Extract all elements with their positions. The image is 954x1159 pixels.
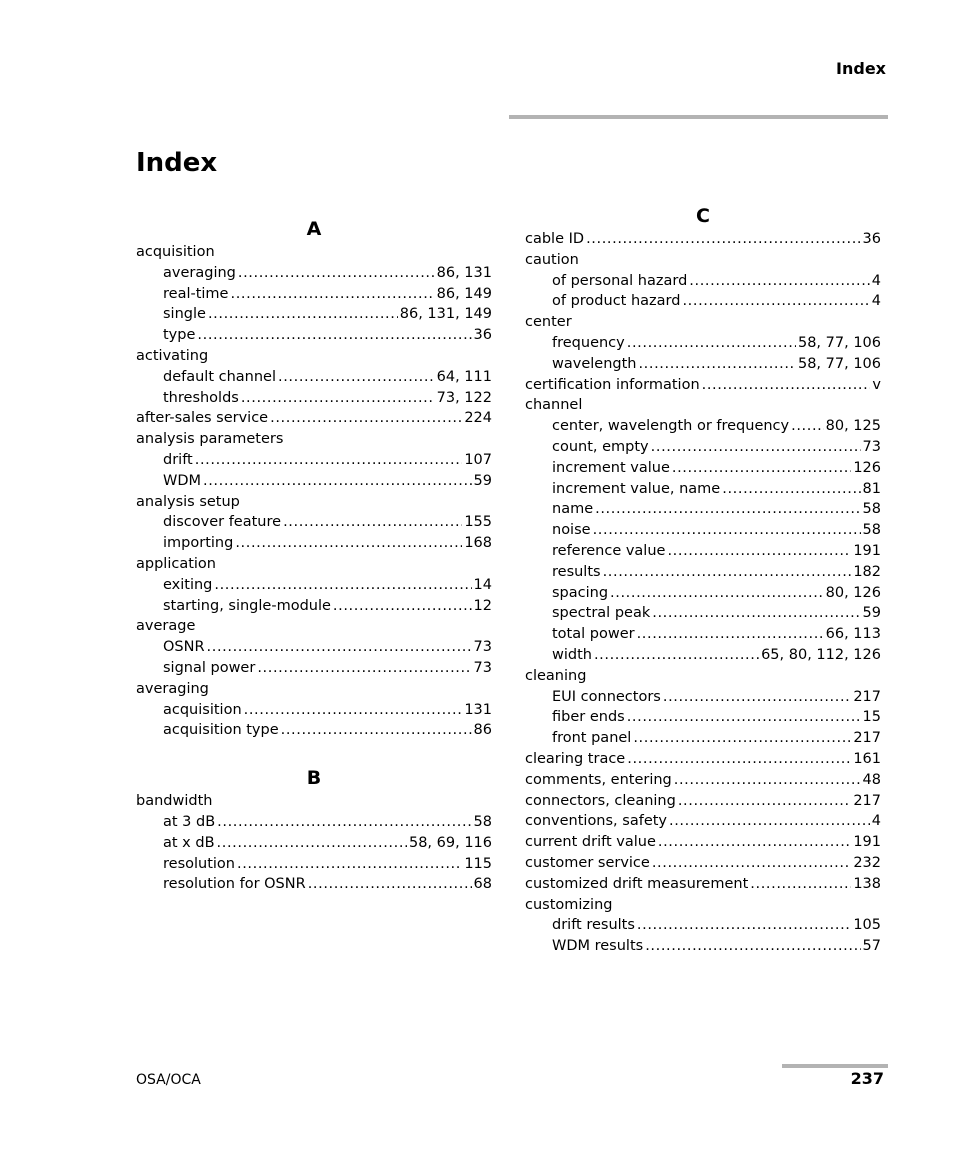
index-entry — [525, 395, 881, 416]
dot-leader — [230, 284, 434, 305]
index-page-refs[interactable]: 73, 122 — [436, 389, 492, 406]
index-subentry — [136, 575, 492, 596]
dot-leader — [610, 583, 824, 604]
index-subentry — [525, 291, 881, 312]
index-subentry — [525, 271, 881, 292]
dot-leader — [244, 700, 463, 721]
index-term: certification information — [525, 376, 700, 393]
index-entry — [525, 749, 881, 770]
dot-leader — [235, 533, 462, 554]
index-subentry — [136, 450, 492, 471]
dot-leader — [627, 333, 796, 354]
index-subentry — [136, 512, 492, 533]
index-subentry — [525, 707, 881, 728]
index-entry — [525, 229, 881, 250]
dot-leader — [270, 408, 462, 429]
index-term: signal power — [163, 659, 256, 676]
index-page-refs[interactable]: 86, 131 — [436, 264, 492, 281]
index-page-refs[interactable]: 66, 113 — [825, 626, 881, 643]
index-term: OSNR — [163, 639, 205, 656]
dot-leader — [195, 450, 463, 471]
index-entry — [136, 554, 492, 575]
index-term: conventions, safety — [525, 813, 668, 830]
dot-leader — [208, 304, 398, 325]
index-entry — [136, 429, 492, 450]
index-entry — [136, 679, 492, 700]
index-page-refs[interactable]: 131 — [464, 701, 492, 718]
index-subentry — [525, 541, 881, 562]
index-term: clearing trace — [525, 750, 626, 767]
index-term: noise — [552, 522, 591, 539]
dot-leader — [627, 707, 861, 728]
index-subentry — [136, 700, 492, 721]
index-subentry — [525, 645, 881, 666]
index-term: front panel — [552, 730, 632, 747]
index-term: cleaning — [525, 667, 587, 684]
index-term: width — [552, 646, 592, 663]
index-subentry — [136, 720, 492, 741]
index-subentry — [525, 728, 881, 749]
index-page-refs[interactable]: 57 — [862, 938, 881, 955]
index-page-refs[interactable]: 191 — [853, 834, 881, 851]
index-subentry — [136, 533, 492, 554]
index-subentry — [136, 658, 492, 679]
dot-leader — [593, 520, 861, 541]
index-subentry — [525, 499, 881, 520]
index-term: application — [136, 555, 216, 572]
index-page-refs[interactable]: 65, 80, 112, 126 — [761, 646, 881, 663]
index-page-refs[interactable]: 126 — [853, 459, 881, 476]
index-page-refs[interactable]: 86 — [473, 722, 492, 739]
running-header: Index — [836, 59, 886, 78]
dot-leader — [722, 479, 860, 500]
dot-leader — [672, 458, 851, 479]
index-column-left — [136, 216, 492, 895]
index-term: WDM results — [552, 938, 644, 955]
index-subentry — [525, 562, 881, 583]
index-page-refs[interactable]: 86, 131, 149 — [399, 306, 492, 323]
index-subentry — [136, 325, 492, 346]
index-term: discover feature — [163, 514, 282, 531]
index-term: after-sales service — [136, 410, 269, 427]
dot-leader — [207, 637, 472, 658]
dot-leader — [651, 437, 861, 458]
index-page-refs[interactable]: 48 — [862, 771, 881, 788]
index-page-refs[interactable]: 73 — [473, 659, 492, 676]
index-term: bandwidth — [136, 793, 213, 810]
index-page-refs[interactable]: 86, 149 — [436, 285, 492, 302]
index-term: increment value — [552, 459, 670, 476]
index-column-right — [525, 203, 881, 957]
index-letter-heading: C — [696, 205, 710, 227]
dot-leader — [663, 687, 851, 708]
dot-leader — [333, 596, 472, 617]
dot-leader — [197, 325, 471, 346]
dot-leader — [281, 720, 472, 741]
index-term: center — [525, 314, 572, 331]
index-entry — [525, 770, 881, 791]
index-entry — [525, 853, 881, 874]
dot-leader — [667, 541, 851, 562]
index-entry — [525, 250, 881, 271]
index-entry — [525, 832, 881, 853]
dot-leader — [237, 854, 462, 875]
index-page-refs[interactable]: 73 — [473, 639, 492, 656]
index-page-refs[interactable]: 115 — [464, 855, 492, 872]
index-term: type — [163, 327, 196, 344]
index-page-refs[interactable]: 80, 125 — [825, 418, 881, 435]
index-subentry — [136, 367, 492, 388]
page-title: Index — [136, 148, 218, 178]
index-term: increment value, name — [552, 480, 721, 497]
index-term: WDM — [163, 472, 202, 489]
index-term: thresholds — [163, 389, 239, 406]
index-term: average — [136, 618, 196, 635]
index-page-refs[interactable]: 191 — [853, 542, 881, 559]
index-subentry — [525, 936, 881, 957]
dot-leader — [637, 915, 851, 936]
index-term: connectors, cleaning — [525, 792, 676, 809]
index-page-refs[interactable]: 4 — [871, 813, 881, 830]
index-subentry — [136, 812, 492, 833]
index-subentry — [525, 915, 881, 936]
index-page-refs[interactable]: 73 — [862, 438, 881, 455]
index-term: results — [552, 563, 601, 580]
index-term: analysis parameters — [136, 431, 284, 448]
index-entry — [525, 312, 881, 333]
index-term: cable ID — [525, 231, 585, 247]
index-entry — [136, 242, 492, 263]
index-term: total power — [552, 626, 635, 643]
dot-leader — [652, 603, 860, 624]
index-entry — [525, 375, 881, 396]
dot-leader — [791, 416, 824, 437]
index-subentry — [136, 284, 492, 305]
dot-leader — [674, 770, 861, 791]
index-entry — [136, 346, 492, 367]
index-entry — [525, 666, 881, 687]
index-page-refs[interactable]: 58, 77, 106 — [797, 355, 881, 372]
index-page-refs[interactable]: 217 — [853, 688, 881, 705]
index-subentry — [525, 520, 881, 541]
index-subentry — [136, 874, 492, 895]
index-page-refs[interactable]: 224 — [464, 410, 492, 427]
index-term: averaging — [163, 264, 236, 281]
index-page-refs[interactable]: 80, 126 — [825, 584, 881, 601]
index-term: current drift value — [525, 834, 656, 851]
index-page-refs[interactable]: 58 — [862, 522, 881, 539]
index-term: resolution — [163, 855, 235, 872]
index-term: caution — [525, 251, 579, 268]
dot-leader — [595, 499, 860, 520]
index-entry — [525, 791, 881, 812]
index-term: frequency — [552, 334, 625, 351]
dot-leader — [238, 263, 435, 284]
index-page-refs[interactable]: 4 — [871, 293, 881, 310]
index-subentry — [525, 603, 881, 624]
index-page-refs[interactable]: 58 — [473, 813, 492, 830]
index-page-refs[interactable]: 59 — [473, 472, 492, 489]
index-term: default channel — [163, 368, 277, 385]
index-subentry — [525, 416, 881, 437]
dot-leader — [308, 874, 472, 895]
dot-leader — [586, 229, 860, 250]
index-subentry — [136, 854, 492, 875]
index-term: analysis setup — [136, 493, 240, 510]
index-term: exiting — [163, 576, 213, 593]
index-page-refs[interactable]: 36 — [473, 327, 492, 344]
dot-leader — [658, 832, 851, 853]
index-page-refs[interactable]: 182 — [853, 563, 881, 580]
index-page-refs[interactable]: 232 — [853, 854, 881, 871]
index-letter-heading: A — [306, 218, 322, 240]
dot-leader — [257, 658, 471, 679]
index-term: real-time — [163, 285, 229, 302]
index-term: spectral peak — [552, 605, 651, 622]
dot-leader — [645, 936, 860, 957]
index-term: starting, single-module — [163, 597, 331, 614]
index-subentry — [136, 471, 492, 492]
index-page-refs[interactable]: 68 — [473, 876, 492, 893]
footer-rule — [782, 1064, 888, 1068]
index-page-refs[interactable]: 4 — [871, 272, 881, 289]
index-page-refs[interactable]: 217 — [853, 730, 881, 747]
index-term: of product hazard — [552, 293, 681, 310]
index-page-refs[interactable]: 161 — [853, 750, 881, 767]
dot-leader — [214, 575, 471, 596]
index-term: channel — [525, 397, 583, 414]
footer-product: OSA/OCA — [136, 1072, 201, 1088]
index-subentry — [525, 687, 881, 708]
dot-leader — [678, 791, 851, 812]
index-term: fiber ends — [552, 709, 625, 726]
dot-leader — [217, 833, 407, 854]
index-entry — [136, 492, 492, 513]
dot-leader — [682, 291, 869, 312]
index-term: acquisition — [136, 244, 215, 260]
index-subentry — [525, 458, 881, 479]
index-subentry — [136, 833, 492, 854]
header-rule — [509, 115, 888, 119]
index-subentry — [525, 583, 881, 604]
index-term: count, empty — [552, 438, 649, 455]
index-term: reference value — [552, 542, 666, 559]
index-term: name — [552, 501, 594, 518]
index-page-refs[interactable]: 58 — [862, 501, 881, 518]
index-subentry — [136, 596, 492, 617]
index-term: of personal hazard — [552, 272, 688, 289]
dot-leader — [702, 375, 871, 396]
dot-leader — [689, 271, 869, 292]
dot-leader — [603, 562, 852, 583]
index-term: drift — [163, 451, 193, 468]
index-term: center, wavelength or frequency — [552, 418, 790, 435]
dot-leader — [638, 354, 796, 375]
index-page-refs[interactable]: 64, 111 — [436, 368, 492, 385]
index-page-refs[interactable]: 58, 77, 106 — [797, 334, 881, 351]
index-page-refs[interactable]: 105 — [853, 917, 881, 934]
index-subentry — [136, 263, 492, 284]
index-term: spacing — [552, 584, 609, 601]
index-letter-heading: B — [306, 767, 322, 790]
index-term: averaging — [136, 680, 209, 697]
index-entry — [136, 408, 492, 429]
footer-page-number: 237 — [850, 1069, 884, 1088]
dot-leader — [278, 367, 435, 388]
dot-leader — [750, 874, 851, 895]
index-term: customized drift measurement — [525, 875, 749, 892]
index-term: activating — [136, 347, 209, 364]
index-subentry — [525, 479, 881, 500]
index-subentry — [525, 437, 881, 458]
index-page-refs[interactable]: 217 — [853, 792, 881, 809]
index-page-refs[interactable]: 36 — [862, 231, 881, 247]
index-page-refs[interactable]: 15 — [862, 709, 881, 726]
dot-leader — [203, 471, 472, 492]
dot-leader — [637, 624, 824, 645]
index-term: resolution for OSNR — [163, 876, 306, 893]
index-subentry — [525, 354, 881, 375]
index-page-refs[interactable]: 155 — [464, 514, 492, 531]
dot-leader — [241, 388, 435, 409]
index-term: customizing — [525, 896, 613, 913]
index-entry — [136, 791, 492, 812]
index-subentry — [525, 624, 881, 645]
dot-leader — [652, 853, 851, 874]
index-term: comments, entering — [525, 771, 672, 788]
index-page-refs[interactable]: 14 — [473, 576, 492, 593]
index-subentry — [525, 333, 881, 354]
index-page-refs[interactable]: v — [872, 376, 881, 393]
index-page-refs[interactable]: 168 — [464, 535, 492, 552]
index-page-refs[interactable]: 59 — [862, 605, 881, 622]
index-term: at 3 dB — [163, 813, 216, 830]
index-page-refs[interactable]: 12 — [473, 597, 492, 614]
index-term: acquisition — [163, 701, 242, 718]
index-entry — [525, 874, 881, 895]
index-term: EUI connectors — [552, 688, 661, 705]
index-page-refs[interactable]: 81 — [862, 480, 881, 497]
index-term: at x dB — [163, 834, 215, 851]
dot-leader — [594, 645, 759, 666]
index-term: drift results — [552, 917, 635, 934]
dot-leader — [283, 512, 462, 533]
index-page-refs[interactable]: 138 — [853, 875, 881, 892]
dot-leader — [633, 728, 851, 749]
index-term: wavelength — [552, 355, 637, 372]
index-subentry — [136, 388, 492, 409]
index-entry — [525, 895, 881, 916]
dot-leader — [669, 811, 870, 832]
index-term: acquisition type — [163, 722, 279, 739]
section-gap — [136, 741, 492, 765]
dot-leader — [627, 749, 851, 770]
index-subentry — [136, 637, 492, 658]
index-entry — [525, 811, 881, 832]
index-page-refs[interactable]: 58, 69, 116 — [408, 834, 492, 851]
dot-leader — [217, 812, 471, 833]
index-entry — [136, 616, 492, 637]
index-term: single — [163, 306, 206, 323]
index-subentry — [136, 304, 492, 325]
index-term: importing — [163, 535, 234, 552]
index-page-refs[interactable]: 107 — [464, 451, 492, 468]
index-term: customer service — [525, 854, 650, 871]
